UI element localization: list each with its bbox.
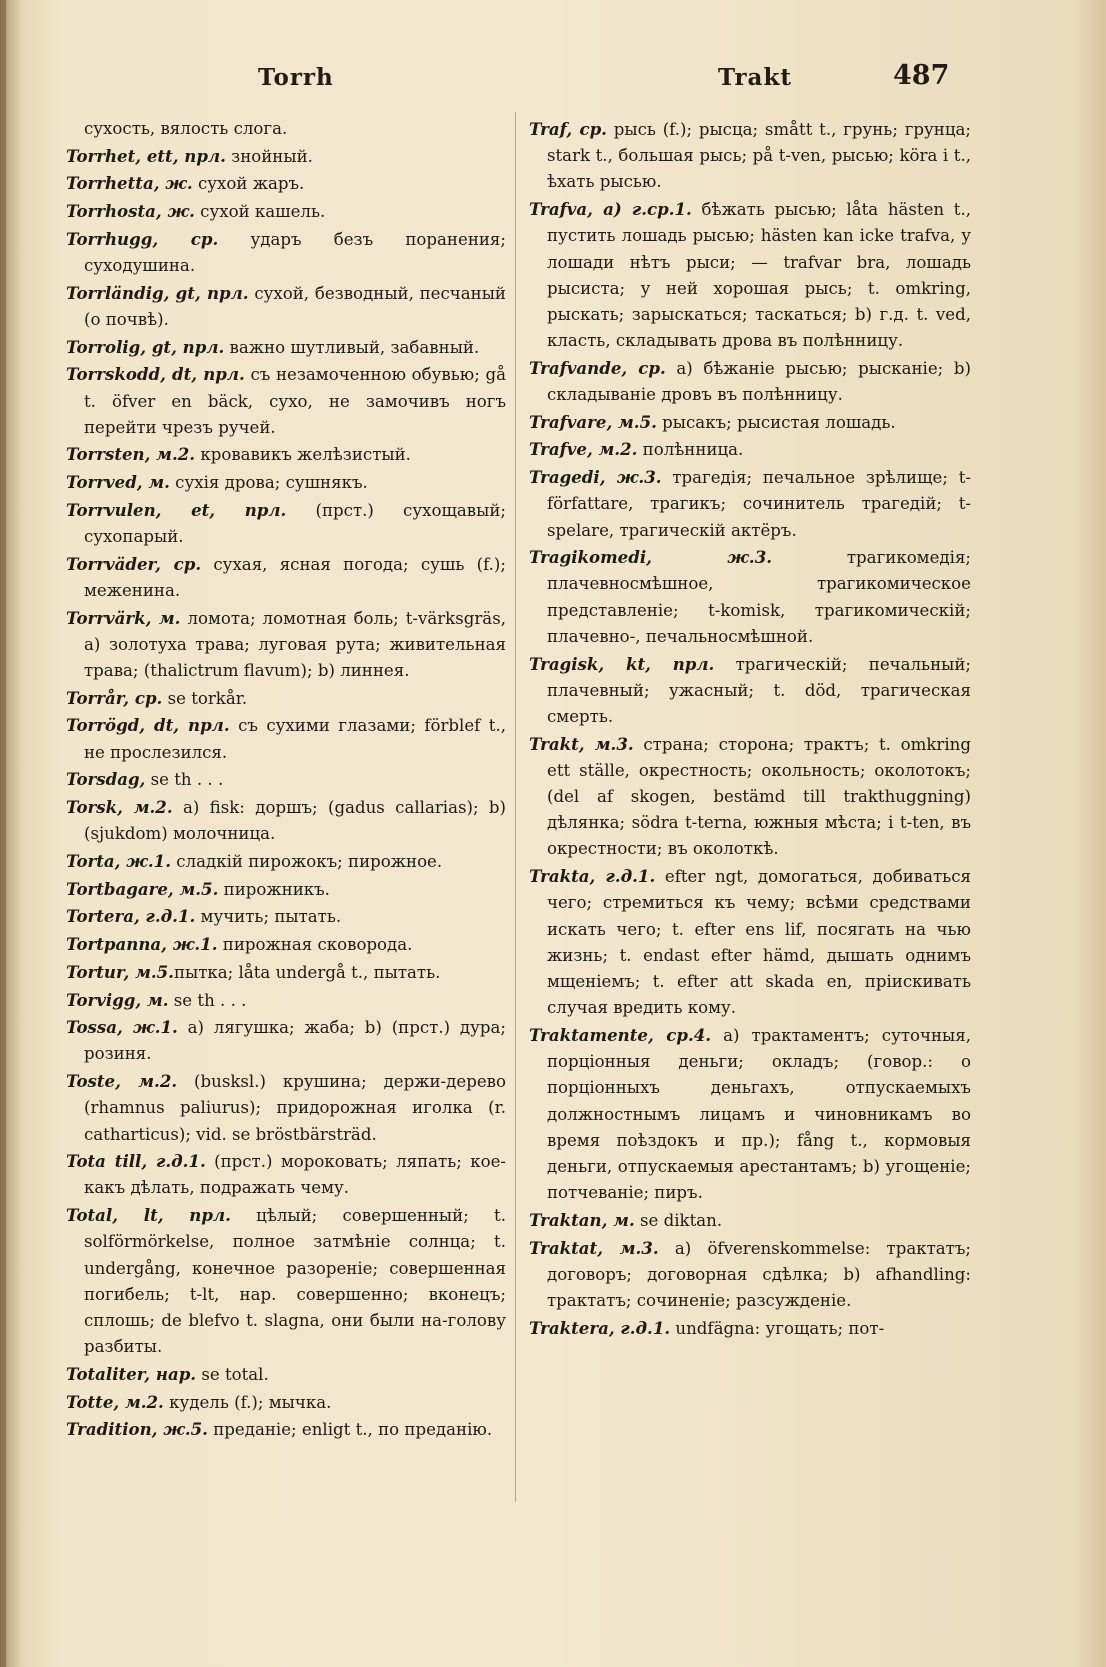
entry-headword: Tragedi, ж.3. bbox=[529, 467, 662, 488]
dictionary-entry bbox=[66, 605, 506, 685]
entry-headword: Traktan, м. bbox=[529, 1209, 635, 1230]
entry-headword: Traktamente, ср.4. bbox=[529, 1024, 712, 1045]
entry-headword: Torrved, м. bbox=[66, 472, 170, 493]
entry-headword: Torrvärk, м. bbox=[66, 607, 181, 628]
dictionary-entry bbox=[529, 409, 971, 436]
entry-definition: efter ngt, домогаться, добиваться чего; стремиться къ чему; всѣми средствами искать чего; t. efter ens lif, посягать на чью жизнь; t. endast efter hämd, дышать однимъ мщеніемъ; t. efter att skada en, пріискивать случая вредить кому. bbox=[547, 867, 971, 1018]
page-number: 487 bbox=[893, 60, 950, 91]
dictionary-entry bbox=[66, 903, 506, 930]
entry-definition: трагикомедія; плачевносмѣшное, трагикомическое представленіе; t-komisk, трагикомическій; плачевно-, печальносмѣшной. bbox=[547, 548, 971, 646]
entry-headword: Torrvulen, et, прл. bbox=[66, 499, 287, 520]
entry-headword: Torrhugg, ср. bbox=[66, 228, 219, 249]
entry-definition: полѣнница. bbox=[637, 440, 744, 460]
entry-definition: (busksl.) крушина; держи-дерево (rhamnus paliurus); придорожная иголка (r. catharticus); vid. se bröstbärsträd. bbox=[84, 1072, 506, 1144]
dictionary-entry bbox=[66, 143, 506, 170]
dictionary-entry bbox=[66, 1068, 506, 1148]
dictionary-entry bbox=[66, 334, 506, 361]
entry-definition: трагическій; печальный; плачевный; ужасный; t. död, трагическая смерть. bbox=[547, 654, 971, 726]
entry-headword: Trafvande, ср. bbox=[529, 357, 666, 378]
entry-headword: Torta, ж.1. bbox=[66, 850, 171, 871]
entry-definition: сухость, вялость слога. bbox=[84, 119, 288, 138]
entry-definition: (прст.) сухощавый; сухопарый. bbox=[84, 500, 506, 547]
right-column bbox=[529, 116, 971, 1342]
entry-definition: рысакъ; рысистая лошадь. bbox=[656, 412, 896, 432]
running-head-left: Torrh bbox=[258, 64, 334, 91]
entry-headword: Torrår, ср. bbox=[66, 687, 163, 708]
entry-headword: Trakt, м.3. bbox=[529, 733, 634, 754]
entry-headword: Toste, м.2. bbox=[66, 1071, 178, 1092]
dictionary-entry bbox=[66, 170, 506, 197]
entry-headword: Trafvare, м.5. bbox=[529, 411, 657, 432]
entry-headword: Tragisk, kt, прл. bbox=[529, 653, 715, 674]
entry-definition: a) бѣжаніе рысью; рысканіе; b) складываніе дровъ въ полѣнницу. bbox=[547, 358, 971, 405]
entry-definition: рысь (f.); рысца; smått t., грунь; грунца; stark t., большая рысь; på t-ven, рысью; köra i t., ѣхать рысью. bbox=[547, 120, 971, 192]
entry-definition: кудель (f.); мычка. bbox=[163, 1392, 332, 1412]
entry-headword: Traf, ср. bbox=[529, 119, 607, 139]
dictionary-entry bbox=[66, 469, 506, 496]
dictionary-entry bbox=[66, 959, 506, 986]
entry-headword: Totaliter, нар. bbox=[66, 1363, 197, 1384]
entry-definition: пирожная сковорода. bbox=[217, 935, 413, 955]
entry-definition: se total. bbox=[196, 1364, 269, 1384]
dictionary-entry bbox=[529, 651, 971, 731]
entry-definition: (прст.) мороковать; ляпать; кое-какъ дѣлать, подражать чему. bbox=[84, 1152, 506, 1198]
dictionary-entry bbox=[66, 1416, 506, 1443]
entry-headword: Total, lt, прл. bbox=[66, 1205, 231, 1226]
entry-definition: бѣжать рысью; låta hästen t., пустить лошадь рысью; hästen kan icke trafva, у лошади нѣтъ рыси; — trafvar bra, лошадь рысиста; у ней хорошая рысь; t. omkring, рыскать; зарыскаться; таскаться; b) г.д. t. ved, класть, складывать дрова въ полѣнницу. bbox=[547, 200, 972, 351]
entry-definition: se th . . . bbox=[168, 990, 247, 1010]
entry-definition: знойный. bbox=[225, 146, 313, 166]
dictionary-entry bbox=[66, 497, 506, 550]
dictionary-entry bbox=[66, 876, 506, 903]
dictionary-entry bbox=[529, 1315, 971, 1342]
dictionary-entry bbox=[66, 226, 506, 279]
entry-definition: пытка; låta undergå t., пытать. bbox=[173, 962, 441, 982]
entry-definition: трагедія; печальное зрѣлище; t-författare, трагикъ; сочинитель трагедій; t-spelare, трагическій актёръ. bbox=[547, 468, 971, 540]
entry-headword: Tradition, ж.5. bbox=[66, 1419, 208, 1440]
entry-headword: Totte, м.2. bbox=[66, 1391, 164, 1412]
entry-headword: Torrögd, dt, прл. bbox=[66, 715, 230, 736]
dictionary-entry bbox=[66, 551, 506, 604]
entry-headword: Torrväder, ср. bbox=[66, 553, 202, 574]
dictionary-entry bbox=[66, 1148, 506, 1201]
entry-headword: Trafve, м.2. bbox=[529, 439, 638, 460]
entry-definition: преданіе; enligt t., по преданію. bbox=[207, 1420, 493, 1440]
dictionary-entry bbox=[66, 198, 506, 225]
dictionary-entry bbox=[66, 931, 506, 958]
entry-headword: Tota till, г.д.1. bbox=[66, 1151, 206, 1172]
dictionary-entry bbox=[66, 1389, 506, 1416]
entry-definition: ударъ безъ поранения; суходушина. bbox=[84, 229, 506, 276]
entry-definition: мучить; пытать. bbox=[195, 907, 342, 927]
entry-definition: сухая, ясная погода; сушь (f.); меженина. bbox=[84, 554, 506, 600]
dictionary-entry bbox=[529, 544, 971, 650]
entry-headword: Torrskodd, dt, прл. bbox=[66, 364, 245, 385]
dictionary-entry bbox=[66, 280, 506, 333]
entry-headword: Torvigg, м. bbox=[66, 989, 169, 1010]
entry-headword: Torrsten, м.2. bbox=[66, 444, 196, 465]
entry-definition: se th . . . bbox=[145, 770, 224, 790]
dictionary-entry bbox=[66, 1361, 506, 1388]
entry-headword: Traktera, г.д.1. bbox=[529, 1317, 671, 1338]
dictionary-entry bbox=[529, 731, 971, 863]
entry-headword: Tortbagare, м.5. bbox=[66, 878, 219, 899]
dictionary-entry bbox=[529, 196, 971, 354]
entry-headword: Torrhet, ett, прл. bbox=[66, 145, 226, 166]
page-spine-shadow bbox=[0, 0, 6, 1667]
entry-headword: Torrolig, gt, прл. bbox=[66, 336, 225, 357]
entry-definition: съ незамоченною обувью; gå t. öfver en bäck, сухо, не замочивъ ногъ перейти чрезъ ручей. bbox=[84, 365, 506, 437]
entry-definition: сухой кашель. bbox=[194, 202, 326, 222]
entry-definition: undfägna: угощать; пот- bbox=[670, 1318, 885, 1338]
entry-definition: a) трактаментъ; суточныя, порціонныя деньги; окладъ; (говор.: о порціонныхъ деньгахъ, отпускаемыхъ должностнымъ лицамъ и чиновникамъ во время поѣздокъ и пр.); fång t., кормовыя деньги, отпускаемыя арестантамъ; b) угощеніе; потчеваніе; пиръ. bbox=[547, 1025, 972, 1203]
dictionary-entry bbox=[66, 987, 506, 1014]
dictionary-entry bbox=[66, 685, 506, 712]
entry-definition: сладкій пирожокъ; пирожное. bbox=[171, 851, 443, 871]
entry-headword: Tortpanna, ж.1. bbox=[66, 934, 218, 955]
dictionary-entry bbox=[66, 1014, 506, 1067]
entry-definition: сухой, безводный, песчаный (о почвѣ). bbox=[84, 283, 506, 329]
entry-headword: Trafva, a) г.ср.1. bbox=[529, 199, 692, 220]
dictionary-entry bbox=[529, 1207, 971, 1234]
dictionary-entry bbox=[66, 116, 506, 142]
entry-headword: Torrhetta, ж. bbox=[66, 173, 193, 194]
dictionary-entry bbox=[66, 712, 506, 765]
running-head-right: Trakt bbox=[718, 64, 793, 91]
entry-definition: съ сухими глазами; förblef t., не прослезился. bbox=[84, 716, 506, 762]
dictionary-entry bbox=[529, 863, 971, 1021]
dictionary-entry bbox=[529, 436, 971, 463]
dictionary-entry bbox=[529, 1022, 971, 1206]
dictionary-entry bbox=[529, 1235, 971, 1315]
entry-definition: сухой жаръ. bbox=[192, 174, 305, 194]
entry-headword: Traktat, м.3. bbox=[529, 1237, 659, 1258]
entry-definition: цѣлый; совершенный; t. solförmörkelse, полное затмѣніе солнца; t. undergång, конечное разореніе; совершенная погибель; t-lt, нар. совершенно; вконецъ; сплошь; de blefvo t. slagna, они были на-голову разбиты. bbox=[84, 1206, 506, 1357]
entry-headword: Tossa, ж.1. bbox=[66, 1017, 178, 1038]
entry-headword: Torrhosta, ж. bbox=[66, 201, 195, 222]
column-divider bbox=[515, 112, 516, 1502]
entry-headword: Tragikomedi, ж.3. bbox=[529, 547, 773, 568]
entry-headword: Tortera, г.д.1. bbox=[66, 906, 196, 927]
dictionary-entry bbox=[66, 794, 506, 847]
entry-definition: a) fisk: доршъ; (gadus callarias); b) (sjukdom) молочница. bbox=[84, 798, 507, 844]
dictionary-entry bbox=[66, 441, 506, 468]
entry-definition: se torkår. bbox=[162, 688, 248, 708]
entry-definition: пирожникъ. bbox=[218, 879, 330, 899]
entry-definition: важно шутливый, забавный. bbox=[224, 337, 480, 357]
dictionary-entry bbox=[66, 848, 506, 875]
entry-definition: se diktan. bbox=[634, 1210, 723, 1230]
entry-definition: a) лягушка; жаба; b) (прст.) дура; розиня. bbox=[84, 1018, 506, 1064]
entry-definition: a) öfverenskommelse: трактатъ; договоръ; договорная сдѣлка; b) afhandling: трактатъ; сочиненіе; разсужденіе. bbox=[547, 1238, 971, 1310]
entry-headword: Torsk, м.2. bbox=[66, 797, 173, 818]
entry-definition: кровавикъ желѣзистый. bbox=[195, 445, 411, 465]
entry-headword: Torrländig, gt, прл. bbox=[66, 282, 249, 303]
entry-headword: Torsdag, bbox=[66, 769, 146, 790]
dictionary-entry bbox=[529, 464, 971, 544]
entry-definition: сухія дрова; сушнякъ. bbox=[169, 473, 368, 493]
dictionary-entry bbox=[66, 1202, 506, 1360]
dictionary-entry bbox=[529, 116, 971, 196]
entry-headword: Trakta, г.д.1. bbox=[529, 866, 656, 887]
entry-definition: страна; сторона; трактъ; t. omkring ett ställe, окрестность; окольность; околотокъ; (del af skogen, bestämd till trakthuggning) дѣлянка; södra t-terna, южныя мѣста; i t-ten, въ окрестности; въ околоткѣ. bbox=[547, 734, 971, 859]
dictionary-entry bbox=[66, 361, 506, 441]
dictionary-entry bbox=[529, 355, 971, 408]
left-column bbox=[66, 116, 506, 1444]
dictionary-entry bbox=[66, 766, 506, 793]
entry-definition: ломота; ломотная боль; t-värksgräs, a) золотуха трава; луговая рута; живительная трава; (thalictrum flavum); b) линнея. bbox=[84, 608, 506, 681]
entry-headword: Tortur, м.5. bbox=[66, 961, 174, 982]
